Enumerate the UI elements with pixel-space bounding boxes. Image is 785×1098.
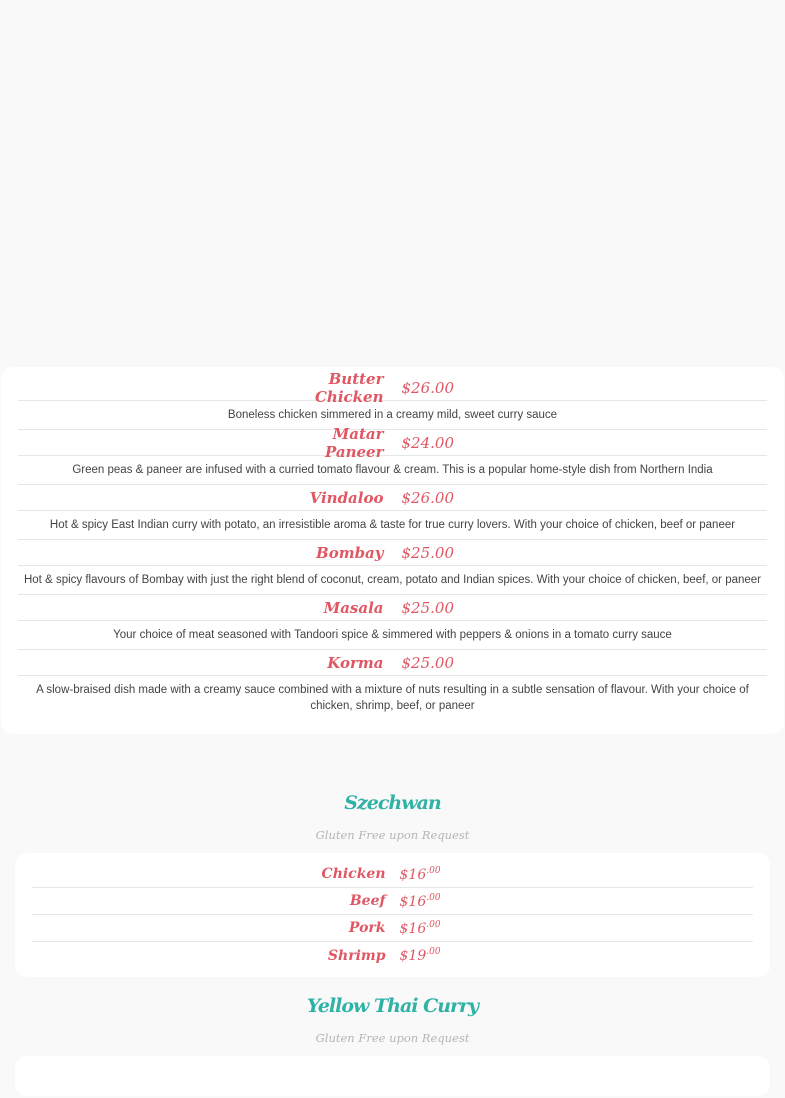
dish-name: Vindaloo xyxy=(309,488,384,507)
dish-price: $25.00 xyxy=(401,653,454,672)
section-title-szechwan: Szechwan xyxy=(344,792,441,814)
dish-description: A slow-braised dish made with a creamy sauce combined with a mixture of nuts resulting in a subtle sensation of flavour. With your choice of chicken, shrimp, beef, or paneer xyxy=(36,684,749,712)
dish-price: $\$16^{.00}$ xyxy=(399,919,441,937)
dish-price: $\$16^{.00}$ xyxy=(399,892,441,910)
menu-item-row xyxy=(18,595,767,621)
menu-item-row xyxy=(18,369,767,406)
dish-description: Green peas & paneer are infused with a curried tomato flavour & cream. This is a popular home-style dish from Northern India xyxy=(18,456,767,485)
dish-name: Beef xyxy=(349,893,386,909)
menu-item-row xyxy=(18,650,767,676)
szechwan-menu-card xyxy=(15,853,770,977)
dish-name: Korma xyxy=(327,653,384,672)
dish-name: Masala xyxy=(323,598,384,617)
dish-price: $26.00 xyxy=(401,378,454,397)
section-title-yellow-thai-curry: Yellow Thai Curry xyxy=(306,995,479,1017)
dish-price: $\$16^{.00}$ xyxy=(399,865,441,883)
dish-name: Pork xyxy=(348,920,386,936)
menu-item-row xyxy=(32,861,753,888)
dish-description: Hot & spicy flavours of Bombay with just the right blend of coconut, cream, potato and Indian spices. With your choice of chicken, beef, or paneer xyxy=(18,566,767,595)
dish-name: Butter Chicken xyxy=(314,369,384,406)
curry-menu-card xyxy=(1,367,784,734)
menu-item-row xyxy=(18,540,767,566)
dish-name: Matar Paneer xyxy=(325,424,384,461)
dish-description: Your choice of meat seasoned with Tandoori spice & simmered with peppers & onions in a tomato curry sauce xyxy=(18,621,767,650)
dish-name: Bombay xyxy=(316,543,384,562)
dish-price: $24.00 xyxy=(401,433,454,452)
menu-item-row xyxy=(32,915,753,942)
dish-name: Shrimp xyxy=(327,947,386,964)
yellow-thai-menu-card xyxy=(15,1056,770,1096)
dish-description: Boneless chicken simmered in a creamy mild, sweet curry sauce xyxy=(18,401,767,430)
menu-item-row xyxy=(18,485,767,511)
dish-description: Hot & spicy East Indian curry with potato, an irresistible aroma & taste for true curry lovers. With your choice of chicken, beef or paneer xyxy=(18,511,767,540)
dish-price: $25.00 xyxy=(401,543,454,562)
dish-price: $25.00 xyxy=(401,598,454,617)
menu-item-row xyxy=(32,942,753,969)
section-subtitle-szechwan: Gluten Free upon Request xyxy=(315,828,470,842)
dish-name: Chicken xyxy=(321,866,386,882)
menu-item-row xyxy=(32,888,753,915)
dish-price: $26.00 xyxy=(401,488,454,507)
top-blank-area xyxy=(0,0,785,367)
dish-price: $\$19^{.00}$ xyxy=(399,947,441,964)
menu-item-row xyxy=(18,424,767,461)
section-subtitle-yellow-thai-curry: Gluten Free upon Request xyxy=(315,1031,470,1045)
